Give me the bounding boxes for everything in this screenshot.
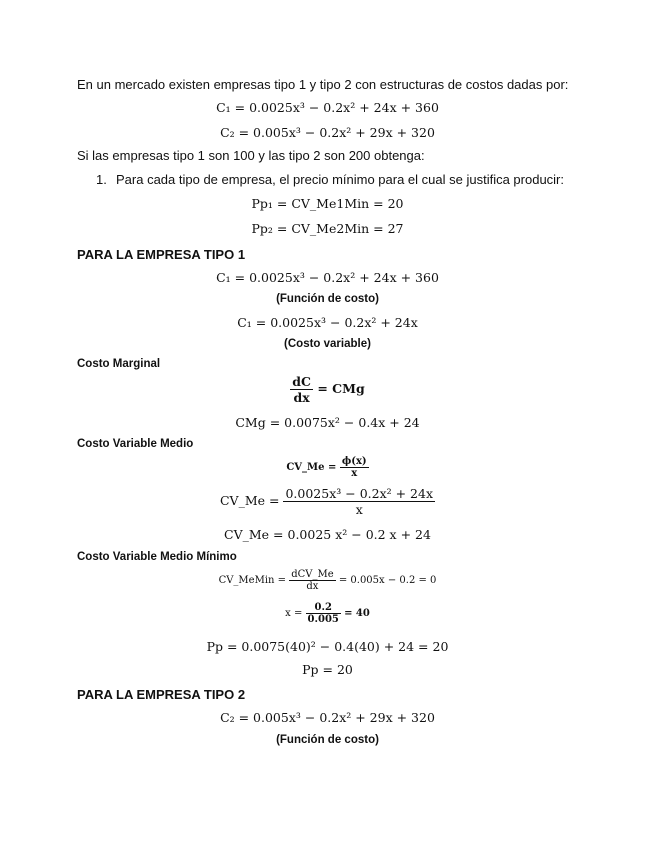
equation-t1-cost: C₁ = 0.0025x³ − 0.2x² + 24x + 360 [216,270,439,285]
list-item-text: Para cada tipo de empresa, el precio mínimo para el cual se justifica producir: [116,172,564,187]
fraction-numerator: 0.0025x³ − 0.2x² + 24x [285,486,434,501]
equation-lhs: CV_MeMin = [218,575,287,586]
equation-cvme-def [0,456,655,479]
fraction-dc-dx [290,374,313,405]
equation-lhs: CV_Me = [219,493,280,508]
equation-rhs: = 40 [344,608,370,619]
fraction-denominator: dx [293,390,310,405]
fraction-numerator: ϕ(x) [341,456,367,467]
heading-empresa-tipo-2: PARA LA EMPRESA TIPO 2 [77,687,246,702]
equation-c2: C₂ = 0.005x³ − 0.2x² + 29x + 320 [220,125,435,140]
equation-pp-result: Pp = 20 [302,662,353,677]
fraction-numerator: dC [292,374,311,389]
equation-pp2: Pp₂ = CV_Me2Min = 27 [251,221,404,236]
equation-lhs: CV_Me = [286,462,337,473]
label-funcion-costo-t2: (Función de costo) [276,734,379,746]
label-funcion-costo-t1: (Función de costo) [276,293,379,305]
fraction-dcvme-dx [289,569,335,592]
fraction-denominator: x [351,468,358,479]
equation-rhs: = CMg [317,381,365,396]
equation-rhs: = 0.005x − 0.2 = 0 [338,575,437,586]
equation-t1-variable: C₁ = 0.0025x³ − 0.2x² + 24x [237,315,418,330]
equation-cvme-fraction [0,486,655,517]
heading-empresa-tipo-1: PARA LA EMPRESA TIPO 1 [77,247,246,262]
fraction-phi-x [340,456,369,479]
label-costo-variable: (Costo variable) [284,338,371,350]
fraction-denominator: dx [306,581,319,592]
heading-costo-variable-medio: Costo Variable Medio [77,438,194,450]
list-item-number: 1. [96,172,107,187]
equation-c1: C₁ = 0.0025x³ − 0.2x² + 24x + 360 [216,100,439,115]
equation-pp-calc: Pp = 0.0075(40)² − 0.4(40) + 24 = 20 [206,639,449,654]
fraction-numerator: dCV_Me [291,569,334,580]
condition-text: Si las empresas tipo 1 son 100 y las tipo 2 son 200 obtenga: [77,148,425,163]
intro-text: En un mercado existen empresas tipo 1 y tipo 2 con estructuras de costos dadas por: [77,77,569,92]
equation-dc-dx [0,374,655,405]
equation-t2-cost: C₂ = 0.005x³ − 0.2x² + 29x + 320 [220,710,435,725]
equation-cvme-min [0,569,655,592]
equation-cmg: CMg = 0.0075x² − 0.4x + 24 [235,415,420,430]
fraction-denominator: x [355,502,363,517]
fraction-denominator: 0.005 [307,614,339,625]
equation-cvme-simplified: CV_Me = 0.0025 x² − 0.2 x + 24 [224,527,431,542]
fraction-x [306,602,341,625]
equation-pp1: Pp₁ = CV_Me1Min = 20 [251,196,404,211]
equation-lhs: x = [285,608,303,619]
equation-x-value [0,602,655,625]
heading-costo-marginal: Costo Marginal [77,358,161,370]
fraction-numerator: 0.2 [306,602,341,614]
heading-costo-variable-medio-minimo: Costo Variable Medio Mínimo [77,551,237,563]
fraction-cvme [283,486,435,517]
